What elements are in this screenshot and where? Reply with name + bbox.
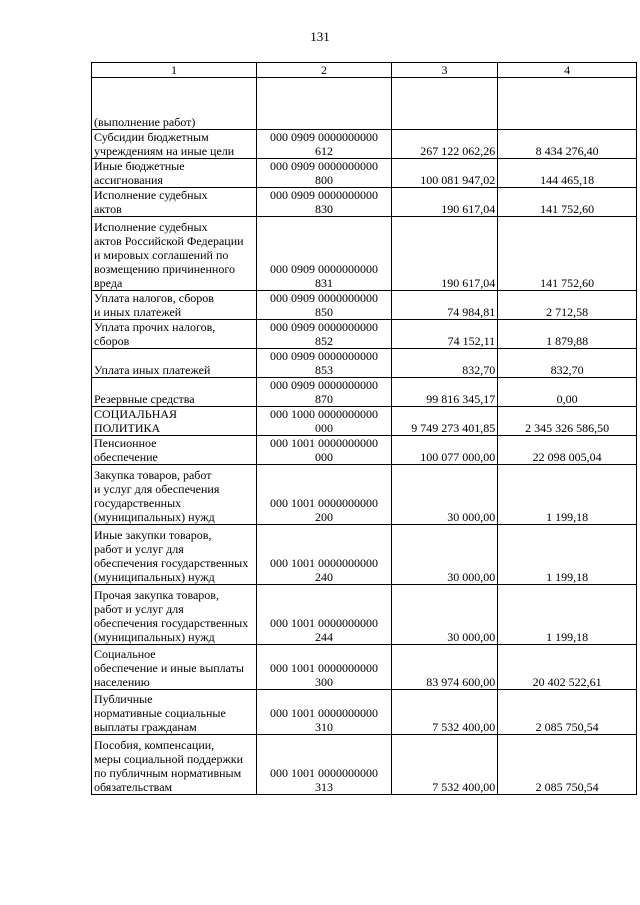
row-value-executed-cell: 1 199,18 bbox=[498, 585, 637, 645]
row-code-cell: 000 1001 0000000000 300 bbox=[257, 645, 392, 690]
row-value-executed-cell: 2 085 750,54 bbox=[498, 735, 637, 795]
row-name-cell: Социальное обеспечение и иные выплаты населению bbox=[92, 645, 257, 690]
row-value-planned-cell: 9 749 273 401,85 bbox=[391, 407, 497, 436]
row-value-executed-cell: 8 434 276,40 bbox=[498, 130, 637, 159]
row-name-cell: Закупка товаров, работ и услуг для обеспечения государственных (муниципальных) нужд bbox=[92, 465, 257, 525]
row-name-cell: Резервные средства bbox=[92, 378, 257, 407]
row-value-planned-cell: 30 000,00 bbox=[391, 525, 497, 585]
table-row bbox=[92, 349, 637, 378]
row-value-executed-cell: 2 345 326 586,50 bbox=[498, 407, 637, 436]
row-value-executed-cell: 141 752,60 bbox=[498, 217, 637, 291]
row-value-planned-cell: 99 816 345,17 bbox=[391, 378, 497, 407]
row-value-planned-cell: 832,70 bbox=[391, 349, 497, 378]
table-row bbox=[92, 188, 637, 217]
table-row bbox=[92, 78, 637, 130]
row-code-cell: 000 0909 0000000000 853 bbox=[257, 349, 392, 378]
table-row bbox=[92, 320, 637, 349]
row-name-cell: Пособия, компенсации, меры социальной поддержки по публичным нормативным обязательствам bbox=[92, 735, 257, 795]
row-value-executed-cell: 0,00 bbox=[498, 378, 637, 407]
page-number: 131 bbox=[310, 29, 330, 44]
row-code-cell: 000 1000 0000000000 000 bbox=[257, 407, 392, 436]
header-col-3: 3 bbox=[391, 63, 497, 78]
header-col-1: 1 bbox=[92, 63, 257, 78]
row-name-cell: Уплата налогов, сборов и иных платежей bbox=[92, 291, 257, 320]
row-value-planned-cell: 7 532 400,00 bbox=[391, 735, 497, 795]
row-value-executed-cell: 832,70 bbox=[498, 349, 637, 378]
row-name-cell: Уплата иных платежей bbox=[92, 349, 257, 378]
row-value-planned-cell bbox=[391, 78, 497, 130]
row-code-cell: 000 1001 0000000000 200 bbox=[257, 465, 392, 525]
header-row bbox=[92, 63, 637, 78]
row-name-cell: Уплата прочих налогов, сборов bbox=[92, 320, 257, 349]
table-row bbox=[92, 525, 637, 585]
row-code-cell: 000 1001 0000000000 313 bbox=[257, 735, 392, 795]
row-name-cell: Исполнение судебных актов Российской Федерации и мировых соглашений по возмещению причиненного вреда bbox=[92, 217, 257, 291]
table-row bbox=[92, 436, 637, 465]
row-code-cell: 000 1001 0000000000 310 bbox=[257, 690, 392, 735]
row-value-executed-cell: 22 098 005,04 bbox=[498, 436, 637, 465]
row-code-cell: 000 0909 0000000000 830 bbox=[257, 188, 392, 217]
row-name-cell: Публичные нормативные социальные выплаты гражданам bbox=[92, 690, 257, 735]
budget-table bbox=[91, 62, 637, 795]
row-value-executed-cell: 1 199,18 bbox=[498, 525, 637, 585]
row-name-cell: Пенсионное обеспечение bbox=[92, 436, 257, 465]
row-value-planned-cell: 190 617,04 bbox=[391, 188, 497, 217]
row-value-executed-cell: 2 085 750,54 bbox=[498, 690, 637, 735]
table-row bbox=[92, 159, 637, 188]
row-name-cell: Иные закупки товаров, работ и услуг для обеспечения государственных (муниципальных) нужд bbox=[92, 525, 257, 585]
row-code-cell: 000 1001 0000000000 240 bbox=[257, 525, 392, 585]
row-value-executed-cell: 1 879,88 bbox=[498, 320, 637, 349]
row-value-planned-cell: 74 152,11 bbox=[391, 320, 497, 349]
row-value-planned-cell: 83 974 600,00 bbox=[391, 645, 497, 690]
row-code-cell: 000 0909 0000000000 850 bbox=[257, 291, 392, 320]
row-value-planned-cell: 267 122 062,26 bbox=[391, 130, 497, 159]
row-value-planned-cell: 7 532 400,00 bbox=[391, 690, 497, 735]
row-name-cell: СОЦИАЛЬНАЯ ПОЛИТИКА bbox=[92, 407, 257, 436]
table-row bbox=[92, 378, 637, 407]
row-value-executed-cell: 20 402 522,61 bbox=[498, 645, 637, 690]
row-value-executed-cell: 141 752,60 bbox=[498, 188, 637, 217]
row-code-cell: 000 0909 0000000000 612 bbox=[257, 130, 392, 159]
row-value-planned-cell: 100 081 947,02 bbox=[391, 159, 497, 188]
table-row bbox=[92, 735, 637, 795]
row-name-cell: Субсидии бюджетным учреждениям на иные цели bbox=[92, 130, 257, 159]
row-code-cell: 000 1001 0000000000 244 bbox=[257, 585, 392, 645]
row-name-cell: Прочая закупка товаров, работ и услуг для обеспечения государственных (муниципальных) нужд bbox=[92, 585, 257, 645]
row-value-planned-cell: 100 077 000,00 bbox=[391, 436, 497, 465]
row-value-executed-cell: 1 199,18 bbox=[498, 465, 637, 525]
row-value-planned-cell: 74 984,81 bbox=[391, 291, 497, 320]
row-code-cell: 000 1001 0000000000 000 bbox=[257, 436, 392, 465]
row-code-cell bbox=[257, 78, 392, 130]
header-col-2: 2 bbox=[257, 63, 392, 78]
table-row bbox=[92, 585, 637, 645]
row-code-cell: 000 0909 0000000000 870 bbox=[257, 378, 392, 407]
row-value-planned-cell: 30 000,00 bbox=[391, 465, 497, 525]
table-row bbox=[92, 130, 637, 159]
row-value-executed-cell bbox=[498, 78, 637, 130]
row-value-executed-cell: 144 465,18 bbox=[498, 159, 637, 188]
table-row bbox=[92, 645, 637, 690]
table-row bbox=[92, 690, 637, 735]
row-name-cell: Иные бюджетные ассигнования bbox=[92, 159, 257, 188]
row-value-planned-cell: 190 617,04 bbox=[391, 217, 497, 291]
row-name-cell: (выполнение работ) bbox=[92, 78, 257, 130]
table-row bbox=[92, 217, 637, 291]
table-row bbox=[92, 407, 637, 436]
row-value-executed-cell: 2 712,58 bbox=[498, 291, 637, 320]
row-name-cell: Исполнение судебных актов bbox=[92, 188, 257, 217]
row-code-cell: 000 0909 0000000000 800 bbox=[257, 159, 392, 188]
table-row bbox=[92, 465, 637, 525]
table-row bbox=[92, 291, 637, 320]
header-col-4: 4 bbox=[498, 63, 637, 78]
row-code-cell: 000 0909 0000000000 852 bbox=[257, 320, 392, 349]
table-body bbox=[92, 78, 637, 795]
row-value-planned-cell: 30 000,00 bbox=[391, 585, 497, 645]
row-code-cell: 000 0909 0000000000 831 bbox=[257, 217, 392, 291]
table-header bbox=[92, 63, 637, 78]
